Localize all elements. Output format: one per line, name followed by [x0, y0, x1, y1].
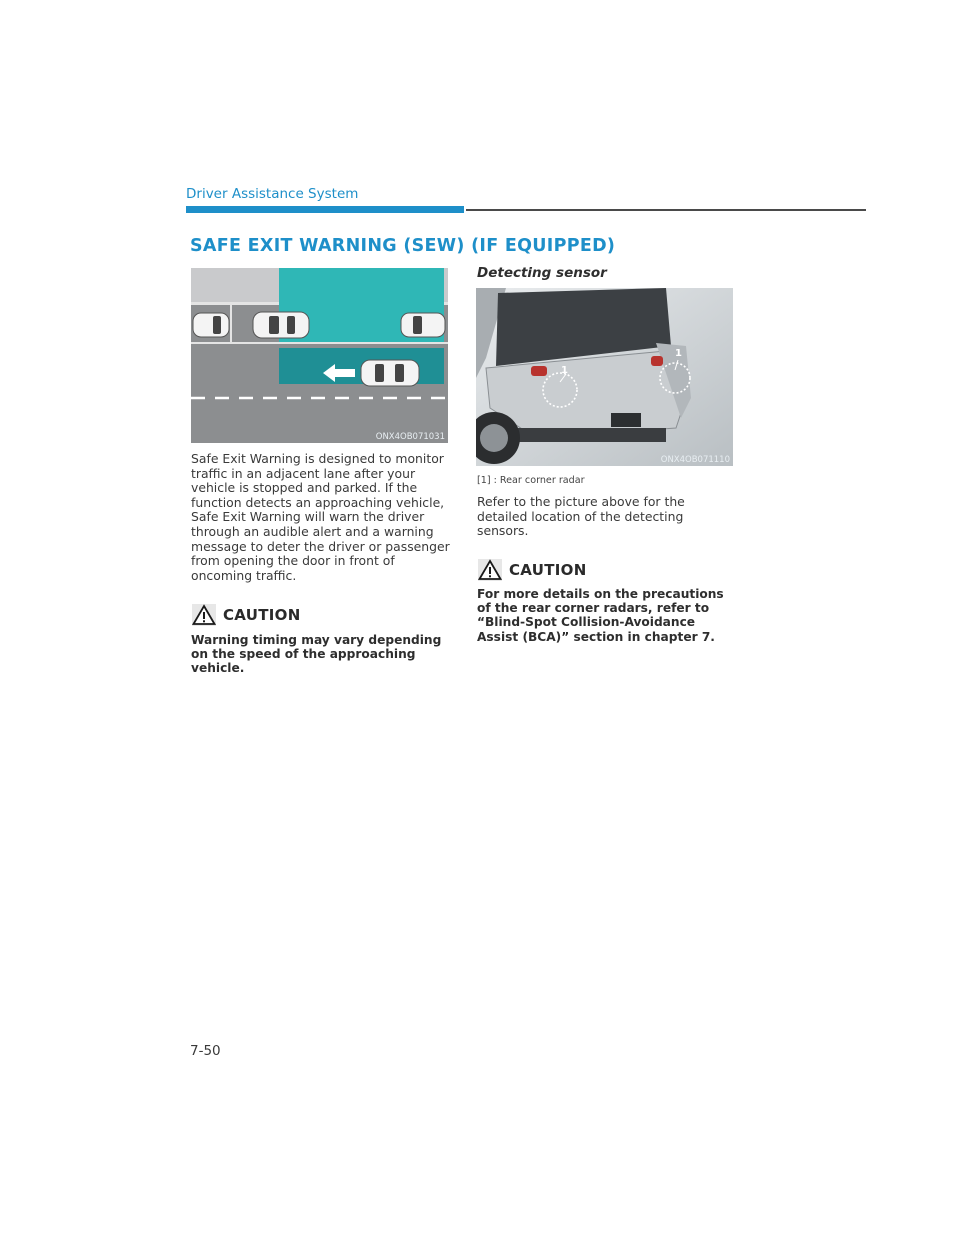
caution-label: CAUTION [509, 561, 587, 579]
page-number: 7-50 [190, 1043, 221, 1059]
chapter-header: Driver Assistance System [186, 186, 359, 202]
figure-code: ONX4OB071110 [660, 455, 730, 465]
parked-car-ego [253, 312, 309, 338]
caution-text-right: For more details on the precautions of the rear corner radars, refer to “Blind-Spot Collision-Avoidance Assist (BCA)” section in chapter 7. [477, 587, 724, 644]
parked-car-right [401, 313, 445, 337]
approaching-car [361, 360, 419, 386]
sew-lane-figure [191, 268, 448, 443]
header-accent-bar [186, 206, 464, 213]
caution-heading-right [478, 559, 587, 581]
warning-triangle-icon [192, 604, 216, 626]
section-title: SAFE EXIT WARNING (SEW) (IF EQUIPPED) [190, 236, 616, 256]
truck-rear-illustration [476, 288, 733, 466]
caution-label: CAUTION [223, 606, 301, 624]
radar-marker-left: 1 [561, 365, 568, 376]
sew-description: Safe Exit Warning is designed to monitor traffic in an adjacent lane after your vehicle is stopped and parked. If the function detects an approaching vehicle, Safe Exit Warning will warn the driver through an audible alert and a warning message to deter the driver or passenger from opening the door in front of oncoming traffic. [191, 451, 450, 583]
caution-text-left: Warning timing may vary depending on the speed of the approaching vehicle. [191, 633, 442, 676]
sensor-location-figure [476, 288, 733, 466]
caution-heading-left [192, 604, 301, 626]
sensor-description: Refer to the picture above for the detailed location of the detecting sensors. [477, 494, 685, 539]
radar-marker-right: 1 [675, 348, 682, 359]
figure-code: ONX4OB071031 [375, 432, 445, 442]
parked-car-left [193, 313, 229, 337]
subheading-detecting-sensor: Detecting sensor [477, 265, 607, 281]
figure-caption: [1] : Rear corner radar [477, 475, 585, 486]
warning-triangle-icon [478, 559, 502, 581]
header-rule [466, 209, 866, 211]
lane-illustration [191, 268, 448, 443]
